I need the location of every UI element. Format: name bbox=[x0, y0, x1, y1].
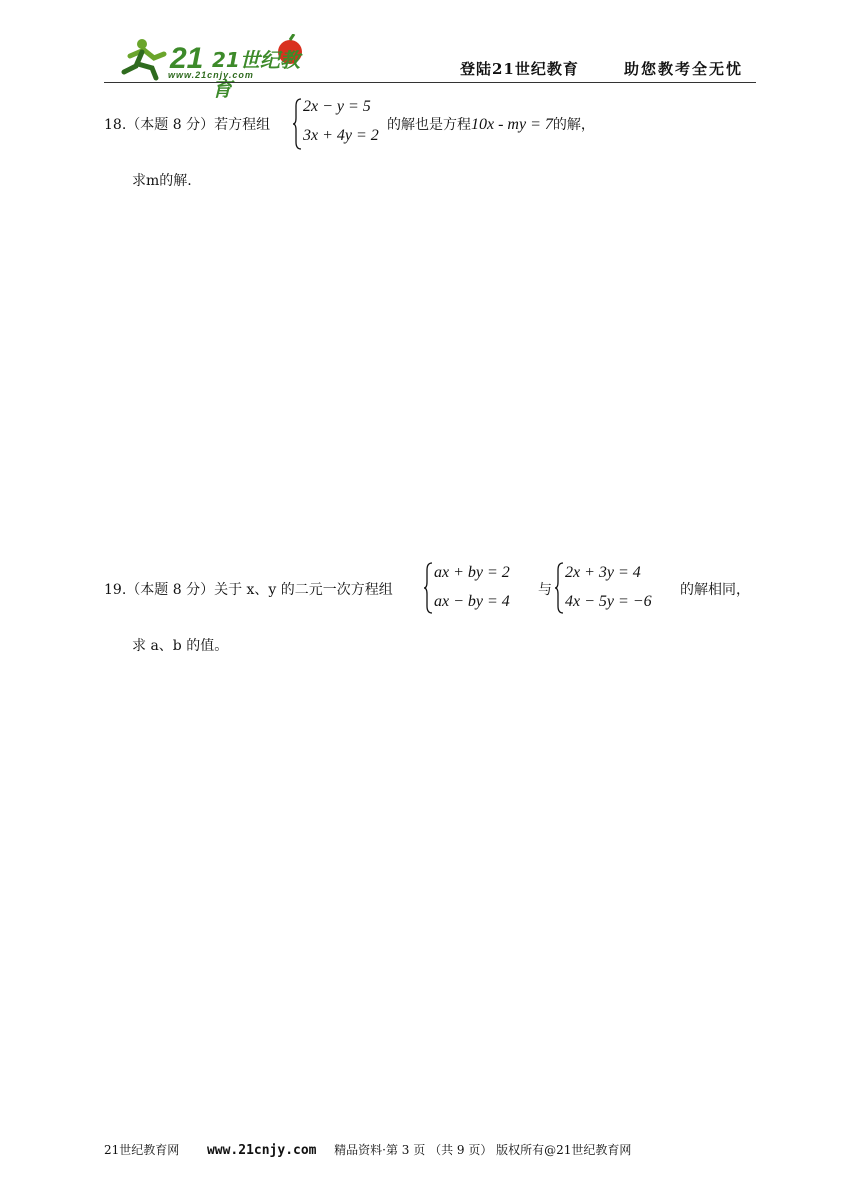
svg-text:21: 21 bbox=[170, 42, 204, 75]
q18-suffix: 的解， bbox=[552, 117, 595, 133]
q18-brace bbox=[293, 98, 303, 150]
q18-middle: 的解也是方程 bbox=[387, 117, 471, 133]
footer-page-info: 精品资料·第 3 页 （共 9 页） 版权所有@21世纪教育网 bbox=[334, 1143, 632, 1157]
q19-system1-eq2: ax − by = 4 bbox=[434, 593, 510, 610]
q19-prefix: 关于 x、y 的二元一次方程组 bbox=[214, 582, 393, 598]
logo bbox=[112, 34, 312, 101]
q19-brace-1 bbox=[424, 562, 434, 614]
q19-system2-eq1: 2x + 3y = 4 bbox=[565, 564, 641, 581]
q19-connector: 与 bbox=[538, 582, 552, 598]
q19-line1 bbox=[104, 580, 393, 600]
logo-url: www.21cnjy.com bbox=[168, 70, 254, 80]
footer-site-link[interactable]: www.21cnjy.com bbox=[206, 1143, 317, 1158]
header-divider bbox=[104, 82, 756, 83]
page-header bbox=[104, 30, 756, 101]
q18-prefix: 若方程组 bbox=[214, 117, 271, 133]
q19-points: （本题 8 分） bbox=[126, 582, 215, 598]
q18-line1-cont bbox=[387, 115, 595, 135]
page-footer bbox=[104, 1141, 764, 1158]
logo-text: 21世纪教育 bbox=[212, 48, 300, 101]
q18-system-eq2: 3x + 4y = 2 bbox=[303, 127, 379, 144]
q18-line2: 求m的解. bbox=[132, 173, 192, 189]
q18-number: 18. bbox=[104, 117, 127, 133]
footer-brand: 21世纪教育网 bbox=[104, 1143, 180, 1157]
q19-suffix: 的解相同， bbox=[680, 582, 750, 598]
q18-equation: 10x - my = 7 bbox=[471, 116, 553, 133]
header-slogan-left: 登陆21世纪教育 bbox=[460, 60, 579, 78]
q19-line2: 求 a、b 的值。 bbox=[132, 638, 229, 654]
q19-system2-eq2: 4x − 5y = −6 bbox=[565, 593, 652, 610]
q18-line1 bbox=[104, 115, 270, 135]
q18-system-eq1: 2x − y = 5 bbox=[303, 98, 371, 115]
q19-brace-2 bbox=[555, 562, 565, 614]
q19-system1-eq1: ax + by = 2 bbox=[434, 564, 510, 581]
q18-points: （本题 8 分） bbox=[126, 117, 215, 133]
q19-number: 19. bbox=[104, 582, 127, 598]
header-slogan-right: 助您教考全无忧 bbox=[624, 60, 744, 78]
